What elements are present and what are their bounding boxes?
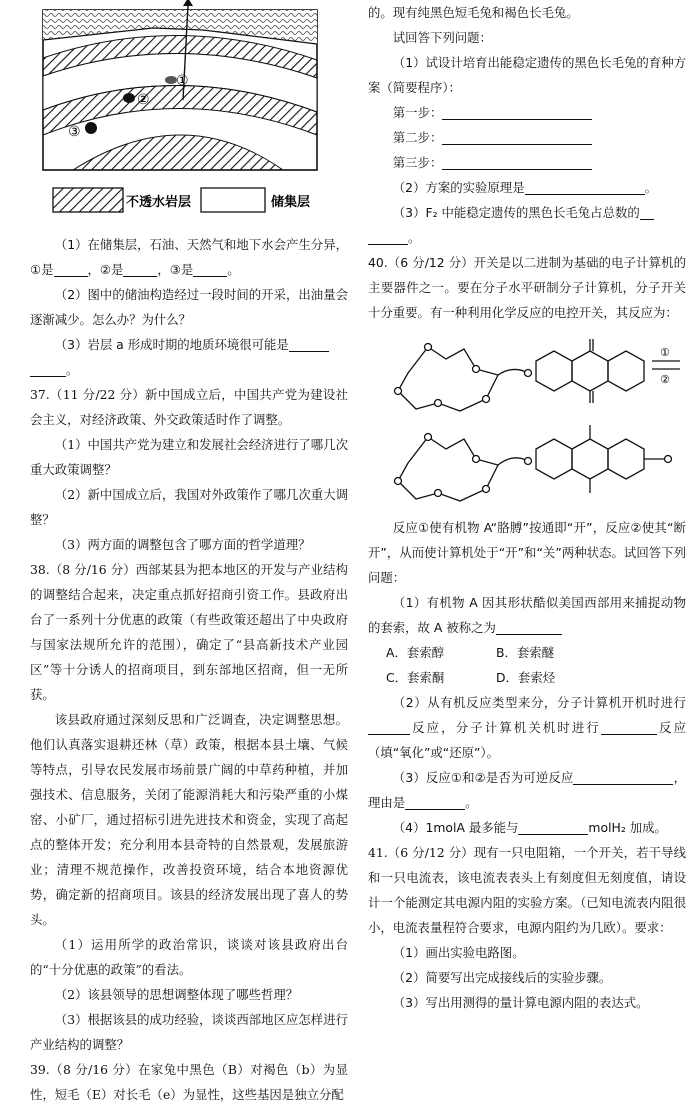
question-36-1: （1）在储集层，石油、天然气和地下水会产生分异，①是 ，②是 ，③是 。 bbox=[30, 237, 348, 277]
question-37-3: （3）两方面的调整包含了哪方面的哲学道理？ bbox=[54, 537, 311, 552]
option-a: A．套索醇 bbox=[386, 645, 445, 660]
question-40-2: （2）从有机反应类型来分，分子计算机开机时进行反应，分子计算机关机时进行 反应（填“氧化”或“还原”）。 bbox=[368, 695, 687, 760]
option-d: D．套索烃 bbox=[496, 670, 556, 685]
question-39-cont: 的。现有纯黑色短毛兔和褐色长毛兔。 bbox=[368, 5, 579, 20]
question-38: 38.（8 分/16 分）西部某县为把本地区的开发与产业结构的调整结合起来，决定重点抓好招商引资工作。县政府出台了一系列十分优惠的政策（有些政策还超出了中央政府与国家法规所允许的范围），确定了“县高新技术产业园区”等十分诱人的招商项目，到东部地区招商，但一无所获。 bbox=[30, 562, 348, 702]
question-36-2: （2）图中的储油构造经过一段时间的开采，出油量会逐渐减少。怎么办？为什么？ bbox=[30, 287, 348, 327]
arrow-label-2: ② bbox=[660, 373, 670, 386]
geo-label-1: ① bbox=[176, 73, 189, 89]
question-40-3: （3）反应①和②是否为可逆反应 ，理由是 。 bbox=[368, 770, 687, 810]
step-2: 第二步： bbox=[368, 125, 686, 150]
geo-label-3: ③ bbox=[68, 124, 81, 140]
question-39-2: （2）方案的实验原理是 。 bbox=[392, 180, 657, 195]
options-row-1 bbox=[368, 640, 686, 665]
options-row-2 bbox=[368, 665, 686, 690]
step-1: 第一步： bbox=[368, 100, 686, 125]
option-b: B．套索醚 bbox=[496, 645, 555, 660]
question-38-body: 该县政府通过深刻反思和广泛调查，决定调整思想。他们认真落实退耕还林（草）政策，根据本县土壤、气候等特点，引导农民发展市场前景广阔的中草药种植，并加强技术、信息服务，关闭了能源消耗大和污染严重的小煤窑、小矿厂，通过招标引进先进技术和资金，实现了高起点的整体开发；充分利用本县奇特的自然景观，发展旅游业；清理不规范操作，改善投资环境，结合本地资源优势，确定新的招商项目。该县的经济发展出现了喜人的势头。 bbox=[30, 712, 348, 927]
question-41-2: （2）简要写出完成接线后的实验步骤。 bbox=[392, 970, 612, 985]
step-3: 第三步： bbox=[368, 150, 686, 175]
question-40: 40.（6 分/12 分）开关是以二进制为基础的电子计算机的主要器件之一。要在分子水平研制分子计算机，分子开关十分重要。有一种利用化学反应的电控开关，其反应为： bbox=[368, 255, 686, 320]
left-column bbox=[30, 0, 348, 1107]
question-38-1: （1）运用所学的政治常识，谈谈对该县政府出台的“十分优惠的政策”的看法。 bbox=[30, 937, 348, 977]
question-40-1: （1）有机物 A 因其形状酷似美国西部用来捕捉动物的套索，故 A 被称之为 bbox=[368, 595, 686, 635]
molecular-switch-figure bbox=[368, 325, 686, 515]
question-39-prompt: 试回答下列问题： bbox=[392, 30, 492, 45]
question-36-3: （3）岩层 a 形成时期的地质环境很可能是 。 bbox=[30, 332, 348, 382]
question-41: 41.（6 分/12 分）现有一只电阻箱，一个开关，若干导线和一只电流表，该电流表表头上有刻度但无刻度值，请设计一个能测定其电源内阻的实验方案。（已知电流表内阻很小，电流表量程符合要求，电源内阻约为几欧）。要求： bbox=[368, 845, 686, 935]
question-37: 37.（11 分/22 分）新中国成立后，中国共产党为建设社会主义，对经济政策、外交政策适时作了调整。 bbox=[30, 387, 348, 427]
question-37-1: （1）中国共产党为建立和发展社会经济进行了哪几次重大政策调整？ bbox=[30, 437, 348, 477]
option-c: C．套索酮 bbox=[386, 670, 445, 685]
question-40-4: （4）1molA 最多能与 molH₂ 加成。 bbox=[392, 820, 667, 835]
question-39-1: （1）试设计培育出能稳定遗传的黑色长毛兔的育种方案（简要程序）： bbox=[368, 55, 686, 95]
question-38-3: （3）根据该县的成功经验，谈谈西部地区应怎样进行产业结构的调整？ bbox=[30, 1012, 348, 1052]
question-39-3: （3）F₂ 中能稳定遗传的黑色长毛兔占总数的 。 bbox=[368, 200, 686, 250]
question-39: 39.（8 分/16 分）在家兔中黑色（B）对褐色（b）为显性，短毛（E）对长毛（e）为显性，这些基因是独立分配 bbox=[30, 1062, 348, 1102]
geology-figure bbox=[33, 0, 351, 232]
question-40-body: 反应①使有机物 A“胳膊”按通即“开”，反应②使其“断开”，从而使计算机处于“开”和“关”两种状态。试回答下列问题： bbox=[368, 520, 686, 585]
legend-rock-label: 不透水岩层 bbox=[126, 195, 192, 210]
question-37-2: （2）新中国成立后，我国对外政策作了哪几次重大调整？ bbox=[30, 487, 348, 527]
right-column bbox=[368, 0, 686, 1015]
question-41-3: （3）写出用测得的量计算电源内阻的表达式。 bbox=[392, 995, 649, 1010]
geo-label-2: ② bbox=[137, 92, 150, 108]
arrow-label-1: ① bbox=[660, 346, 670, 359]
legend-store-label: 储集层 bbox=[271, 195, 311, 210]
question-38-2: （2）该县领导的思想调整体现了哪些哲理？ bbox=[54, 987, 299, 1002]
question-41-1: （1）画出实验电路图。 bbox=[392, 945, 525, 960]
